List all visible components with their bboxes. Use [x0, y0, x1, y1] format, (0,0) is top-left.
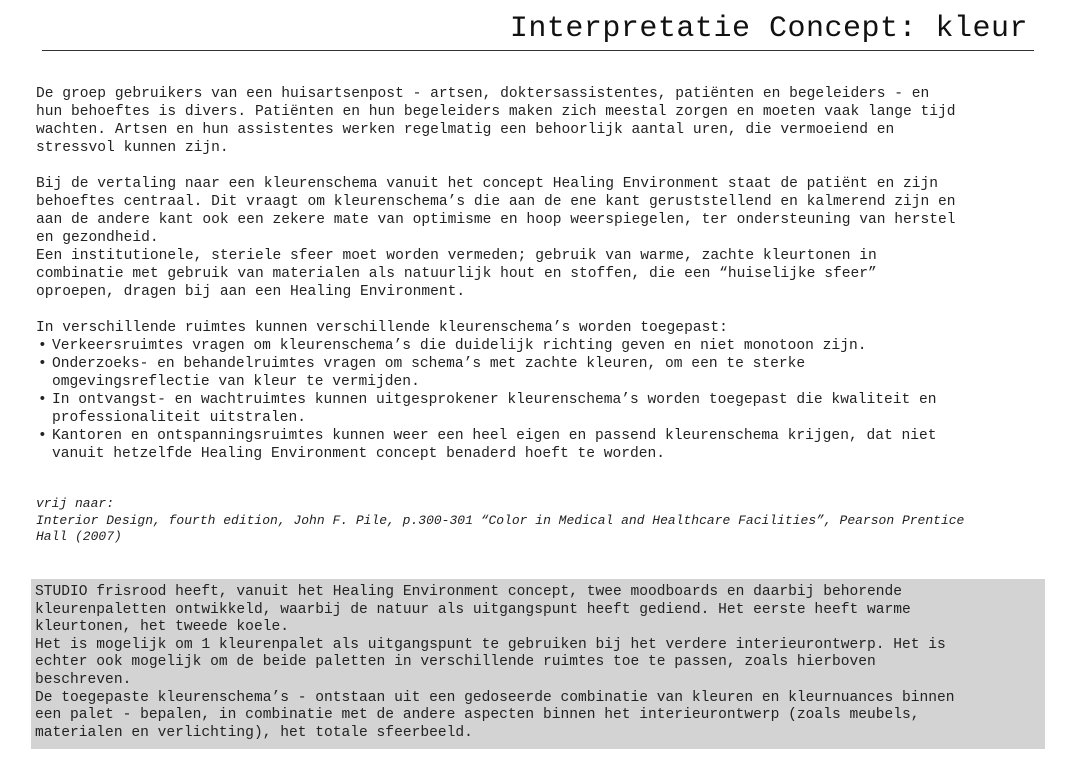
page-title: Interpretatie Concept: kleur: [509, 12, 1028, 46]
source-line: Hall (2007): [36, 529, 122, 544]
bullet-line: omgevingsreflectie van kleur te vermijden.: [52, 374, 420, 390]
translation-line: behoeftes centraal. Dit vraagt om kleurenschema’s die aan de ene kant geruststellend en kalmerend zijn en: [36, 194, 956, 210]
source-line: Interior Design, fourth edition, John F. Pile, p.300-301 “Color in Medical and Healthcare Facilities”, Pearson Prentice: [36, 512, 965, 528]
paragraph-gap: [36, 157, 1046, 175]
intro-line: hun behoeftes is divers. Patiënten en hun begeleiders maken zich meestal zorgen en moeten vaak lange tijd: [36, 104, 956, 120]
rooms-section: [36, 319, 1046, 463]
bullet-line: Kantoren en ontspanningsruimtes kunnen weer een heel eigen en passend kleurenschema krijgen, dat niet: [52, 428, 937, 444]
studio-summary-box: [31, 579, 1045, 749]
intro-line: stressvol kunnen zijn.: [36, 140, 229, 156]
intro-line: De groep gebruikers van een huisartsenpost - artsen, doktersassistentes, patiënten en begeleiders - en: [36, 86, 930, 102]
source-label: vrij naar:: [36, 496, 115, 511]
studio-line: Het is mogelijk om 1 kleurenpalet als uitgangspunt te gebruiken bij het verdere interieurontwerp. Het is: [35, 636, 946, 653]
paragraph-gap: [36, 301, 1046, 319]
main-content: [36, 85, 1046, 463]
intro-line: wachten. Artsen en hun assistentes werken regelmatig een behoorlijk aantal uren, die vermoeiend en: [36, 122, 895, 138]
studio-line: beschreven.: [35, 671, 132, 688]
bullet-line: professionaliteit uitstralen.: [52, 410, 306, 426]
source-citation: [36, 496, 1046, 546]
translation-line: en gezondheid.: [36, 230, 159, 246]
page-header: [42, 10, 1034, 51]
bullet-line: vanuit hetzelfde Healing Environment concept benaderd hoeft te worden.: [52, 446, 666, 462]
bullet-item-traffic: [36, 337, 1046, 355]
bullet-line: Onderzoeks- en behandelruimtes vragen om schema’s met zachte kleuren, om een te sterke: [52, 356, 806, 372]
studio-line: kleurtonen, het tweede koele.: [35, 619, 289, 636]
studio-line: STUDIO frisrood heeft, vanuit het Healing Environment concept, twee moodboards en daarbij behorende: [35, 584, 903, 600]
translation-line: combinatie met gebruik van materialen als natuurlijk hout en stoffen, die een “huiselijke sfeer”: [36, 266, 877, 282]
bullet-line: In ontvangst- en wachtruimtes kunnen uitgesprokener kleurenschema’s worden toegepast die kwaliteit en: [52, 392, 937, 408]
studio-line: materialen en verlichting), het totale sfeerbeeld.: [35, 724, 473, 741]
studio-line: een palet - bepalen, in combinatie met de andere aspecten binnen het interieurontwerp (zoals meubels,: [35, 707, 920, 724]
rooms-bullet-list: [36, 337, 1046, 463]
translation-paragraph: [36, 175, 1046, 301]
studio-line: De toegepaste kleurenschema’s - ontstaan uit een gedoseerde combinatie van kleuren en kleurnuances binnen: [35, 689, 955, 706]
translation-line: Een institutionele, steriele sfeer moet worden vermeden; gebruik van warme, zachte kleurtonen in: [36, 248, 877, 264]
bullet-line: Verkeersruimtes vragen om kleurenschema’s die duidelijk richting geven en niet monotoon zijn.: [52, 338, 867, 354]
intro-paragraph: [36, 85, 1046, 157]
translation-line: oproepen, dragen bij aan een Healing Environment.: [36, 284, 466, 300]
translation-line: Bij de vertaling naar een kleurenschema vanuit het concept Healing Environment staat de patiënt en zijn: [36, 176, 939, 192]
rooms-intro: In verschillende ruimtes kunnen verschillende kleurenschema’s worden toegepast:: [36, 320, 728, 336]
studio-line: echter ook mogelijk om de beide paletten in verschillende ruimtes toe te passen, zoals hierboven: [35, 654, 876, 671]
translation-line: aan de andere kant ook een zekere mate van optimisme en hoop weerspiegelen, ter ondersteuning van herstel: [36, 212, 956, 228]
bullet-item-treatment: [36, 355, 1046, 391]
bullet-item-reception: [36, 391, 1046, 427]
bullet-item-offices: [36, 427, 1046, 463]
studio-line: kleurenpaletten ontwikkeld, waarbij de natuur als uitgangspunt heeft gediend. Het eerste heeft warme: [35, 601, 911, 618]
